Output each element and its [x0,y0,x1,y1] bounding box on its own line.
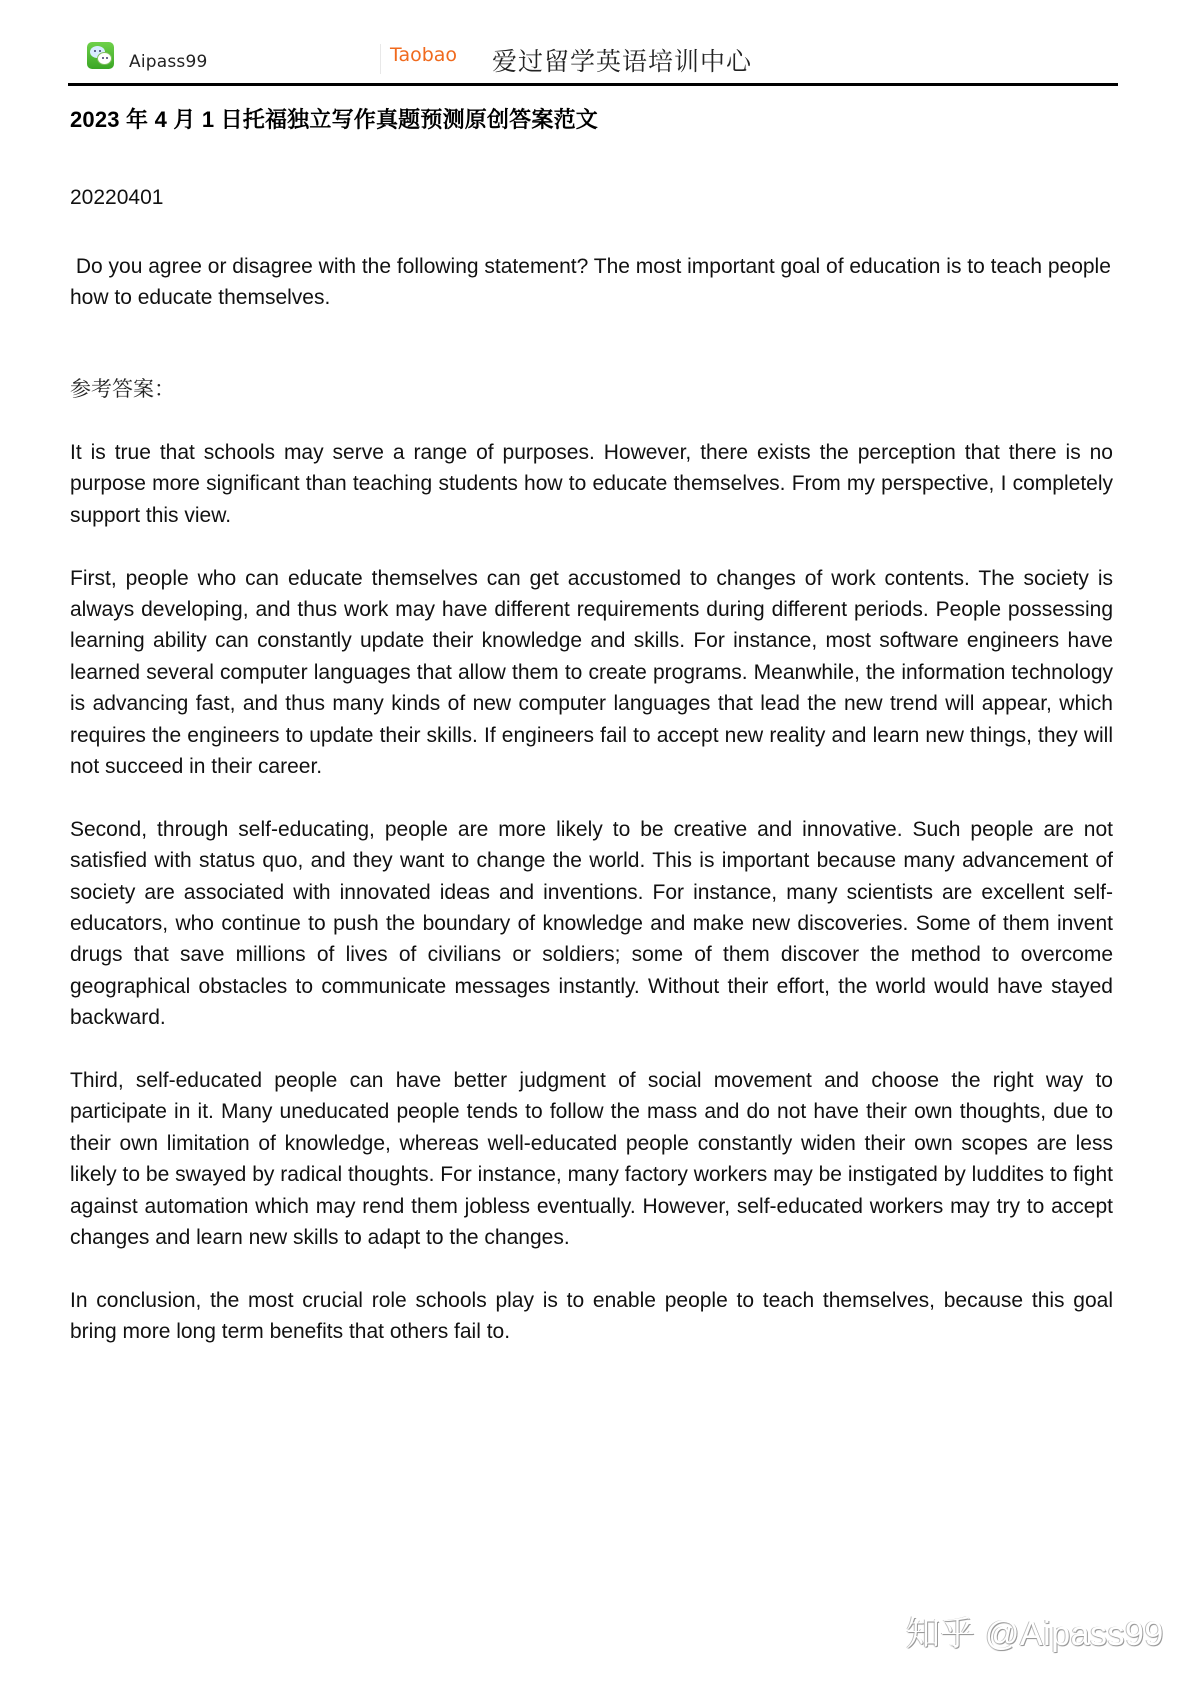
header-divider [380,44,381,74]
wechat-eye-dot [99,50,101,52]
wechat-eye-dot [106,57,108,59]
zhihu-watermark: 知乎 @Aipass99 [906,1615,1164,1653]
essay-paragraph-first-reason: First, people who can educate themselves can get accustomed to changes of work contents. The society is always developing, and thus work may have different requirements during different periods. People possessing learning ability can constantly update their knowledge and skills. For instance, most software engineers have learned several computer languages that allow them to create programs. Meanwhile, the information technology is advancing fast, and thus many kinds of new computer languages that lead the new trend will appear, which requires the engineers to update their skills. If engineers fail to accept new reality and learn new things, they will not succeed in their career. [70,566,1113,779]
wechat-eye-dot [102,57,104,59]
page-header [68,36,1118,86]
wechat-bubble-small [98,53,111,64]
essay-paragraph-conclusion: In conclusion, the most crucial role schools play is to enable people to teach themselves, because this goal bring more long term benefits that others fail to. [70,1288,1113,1344]
wechat-eye-dot [94,50,96,52]
brand-name: Aipass99 [129,52,208,72]
essay-paragraph-third-reason: Third, self-educated people can have better judgment of social movement and choose the right way to participate in it. Many uneducated people tends to follow the mass and do not have their own thoughts, due to their own limitation of knowledge, whereas well-educated people constantly widen their own scopes are less likely to be swayed by radical thoughts. For instance, many factory workers may be instigated by luddites to fight against automation which may rend them jobless eventually. However, self-educated workers may try to accept changes and learn new skills to adapt to the changes. [70,1069,1113,1250]
essay-paragraph-second-reason: Second, through self-educating, people are more likely to be creative and innovative. Such people are not satisfied with status quo, and they want to change the world. This is important because many advancement of society are associated with innovated ideas and inventions. For instance, many scientists are excellent self-educators, who continue to push the boundary of knowledge and make new discoveries. Some of them invent drugs that save millions of lives of civilians or soldiers; some of them discover the method to overcome geographical obstacles to communicate messages instantly. Without their effort, the world would have stayed backward. [70,817,1113,1030]
reference-answer-label: 参考答案： [70,377,175,401]
header-rule [68,83,1118,86]
date-code: 20220401 [70,186,164,209]
store-label: Taobao [390,44,458,66]
essay-body [70,437,1113,1379]
essay-question: Do you agree or disagree with the following statement? The most important goal of education is to teach people how to educate themselves. [70,255,1117,310]
training-center-name: 爱过留学英语培训中心 [492,47,753,76]
wechat-icon [87,42,114,69]
essay-paragraph-intro: It is true that schools may serve a range of purposes. However, there exists the perception that there is no purpose more significant than teaching students how to educate themselves. From my perspective, I completely support this view. [70,441,1113,527]
document-title: 2023 年 4 月 1 日托福独立写作真题预测原创答案范文 [70,107,598,132]
